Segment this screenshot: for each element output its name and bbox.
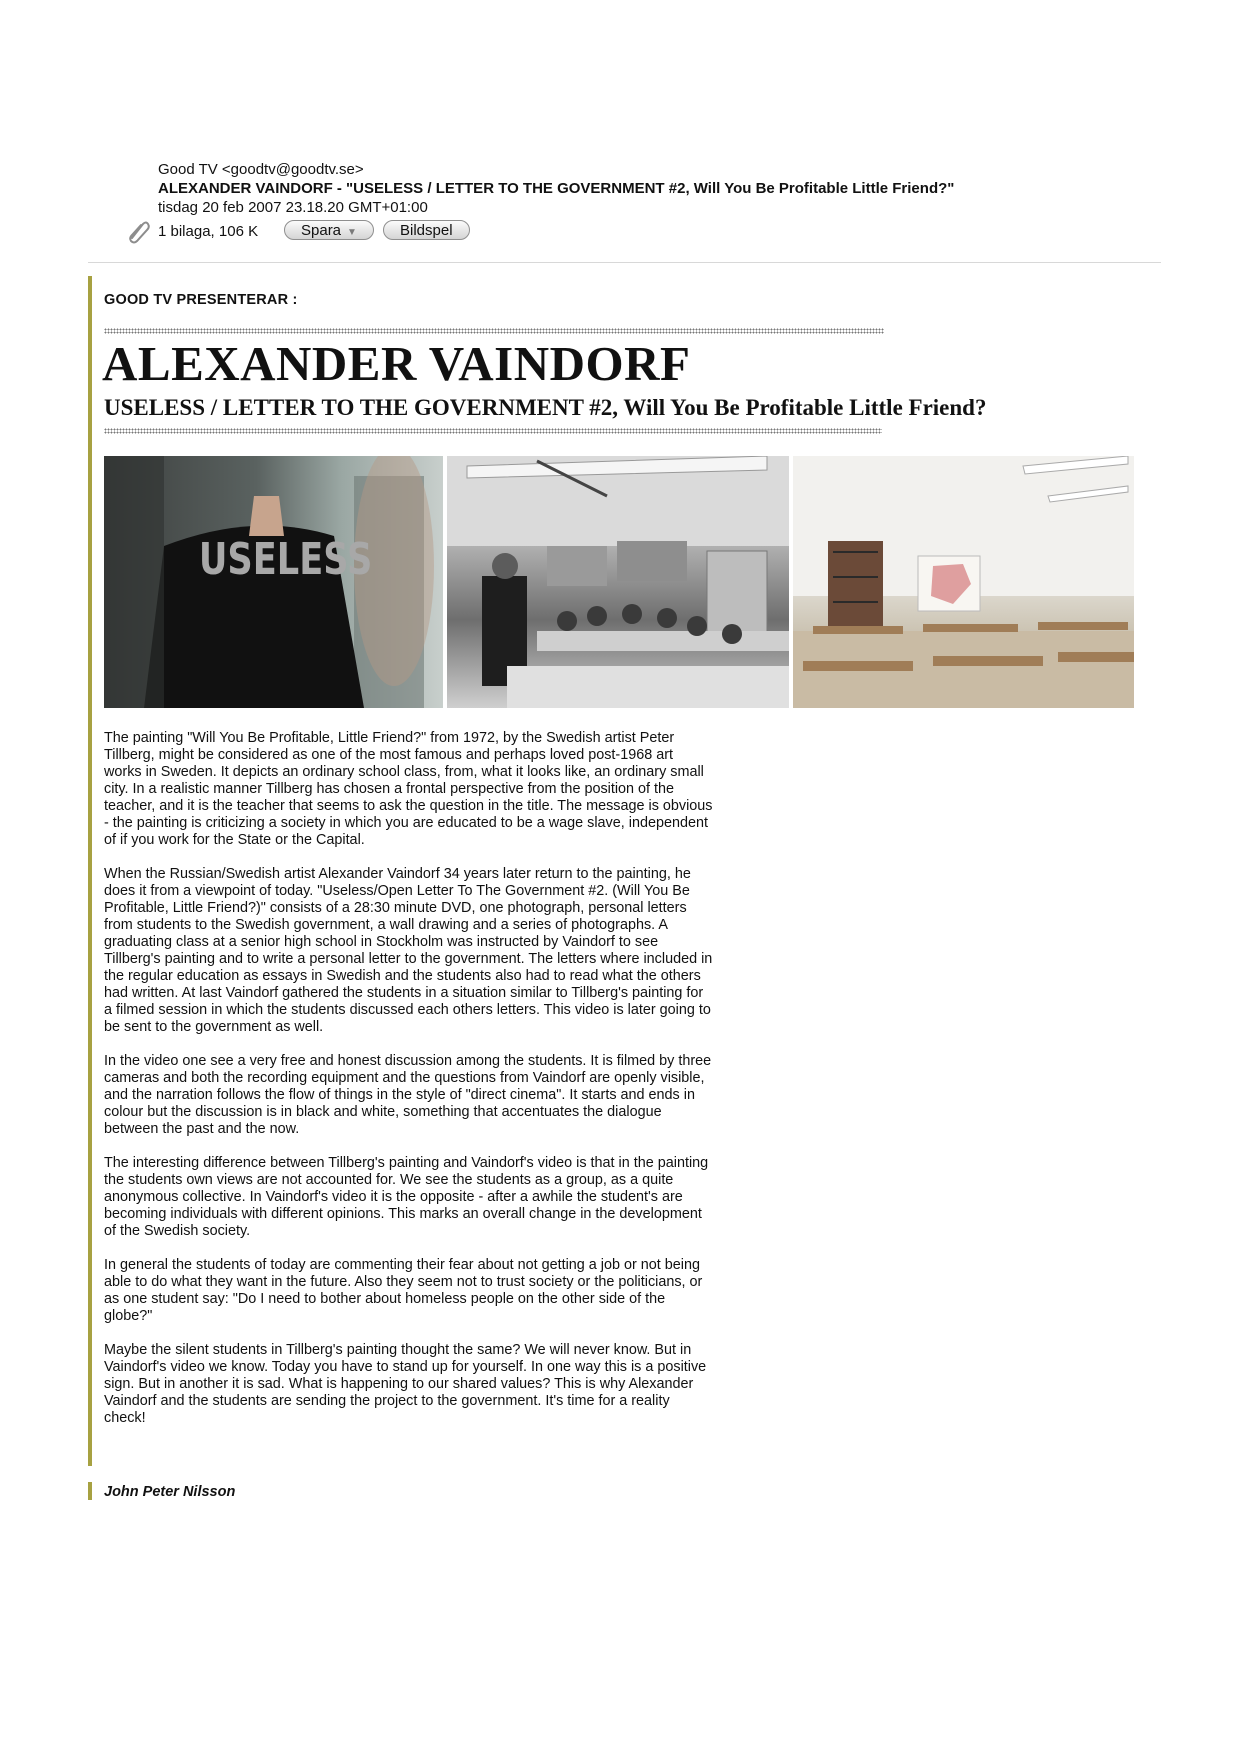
- attachment-info[interactable]: 1 bilaga, 106 K: [158, 223, 259, 240]
- photo-useless-shirt: [104, 456, 443, 708]
- article-paragraph: In the video one see a very free and honest discussion among the students. It is filmed by three cameras and both the recording equipment and the questions from Vaindorf are openly visible, and the narration follows the flow of things in the style of "direct cinema". It starts and ends in colour but the discussion is in black and white, something that accentuates the dialogue between the past and the now.: [104, 1053, 712, 1137]
- article-paragraph: Maybe the silent students in Tillberg's painting thought the same? We will never know. But in Vaindorf's video we know. Today you have to stand up for yourself. In one way this is a positive sign. But in another it is sad. What is happening to our shared values? This is why Alexander Vaindorf and the students are sending the project to the government. It's time for a reality check!: [104, 1342, 707, 1426]
- page-subtitle: USELESS / LETTER TO THE GOVERNMENT #2, Will You Be Profitable Little Friend?: [104, 395, 987, 420]
- photo-useless-shirt-art: [104, 456, 443, 708]
- presents-heading: GOOD TV PRESENTERAR :: [104, 292, 298, 308]
- article-paragraph: The interesting difference between Tillberg's painting and Vaindorf's video is that in the painting the students own views are not accounted for. We see the students as a group, as a quite anonymous collective. In Vaindorf's video it is the opposite - after a awhile the student's are becoming individuals with different opinions. This marks an overall change in the development of the Swedish society.: [104, 1155, 709, 1239]
- save-button-label: Spara: [301, 222, 342, 239]
- paperclip-icon[interactable]: [126, 218, 152, 244]
- shirt-print: USELESS: [198, 534, 373, 586]
- article-paragraph: The painting "Will You Be Profitable, Little Friend?" from 1972, by the Swedish artist Peter Tillberg, might be considered as one of the most famous and perhaps loved post-1968 art works in Sweden. It depicts an ordinary school class, from, what it looks like, an ordinary small city. In a realistic manner Tillberg has chosen a frontal perspective from the position of the teacher, and it is the teacher that seems to ask the question in the title. The message is obvious - the painting is criticizing a society in which you are educated to be a wage slave, independent of if you work for the State or the Capital.: [104, 730, 713, 848]
- slideshow-button[interactable]: Bildspel: [383, 220, 470, 240]
- attachment-row: [0, 222, 1239, 242]
- article-paragraph: When the Russian/Swedish artist Alexander Vaindorf 34 years later return to the painting, he does it from a viewpoint of today. "Useless/Open Letter To The Government #2. (Will You Be Profitable, Little Friend?)" consists of a 28:30 minute DVD, one photograph, personal letters from students to the Swedish government, a wall drawing and a series of photographs. A graduating class at a senior high school in Stockholm was instructed by Vaindorf to see Tillberg's painting and to write a personal letter to the government. The letters where included in the regular education as essays in Swedish and the students also had to read what the others had written. At last Vaindorf gathered the students in a situation similar to Tillberg's painting for a filmed session in which the students discussed each others letters. This video is later going to be sent to the government as well.: [104, 866, 713, 1035]
- dotted-divider: [104, 328, 884, 334]
- page-title: ALEXANDER VAINDORF: [102, 336, 691, 391]
- save-button[interactable]: [284, 220, 374, 240]
- photo-empty-classroom: [793, 456, 1134, 708]
- dotted-divider: [104, 428, 882, 434]
- quote-bar: [88, 276, 92, 1466]
- subject-value: ALEXANDER VAINDORF - "USELESS / LETTER TO THE GOVERNMENT #2, Will You Be Profitable Little Friend?": [158, 180, 955, 197]
- chevron-down-icon: ▼: [347, 227, 357, 238]
- image-strip: [104, 456, 1134, 708]
- from-value[interactable]: Good TV <goodtv@goodtv.se>: [158, 161, 364, 178]
- signature-bar: [88, 1482, 92, 1500]
- date-value: tisdag 20 feb 2007 23.18.20 GMT+01:00: [158, 199, 428, 216]
- article-body: [104, 730, 714, 1444]
- signature: John Peter Nilsson: [104, 1484, 236, 1500]
- header-divider: [88, 262, 1161, 263]
- article-paragraph: In general the students of today are commenting their fear about not getting a job or not being able to do what they want in the future. Also they seem not to trust society or the politicians, or as one student say: "Do I need to bother about homeless people on the other side of the globe?": [104, 1257, 703, 1324]
- photo-empty-classroom-art: [793, 456, 1134, 708]
- photo-classroom-bw-art: [447, 456, 789, 708]
- photo-classroom-bw: [447, 456, 789, 708]
